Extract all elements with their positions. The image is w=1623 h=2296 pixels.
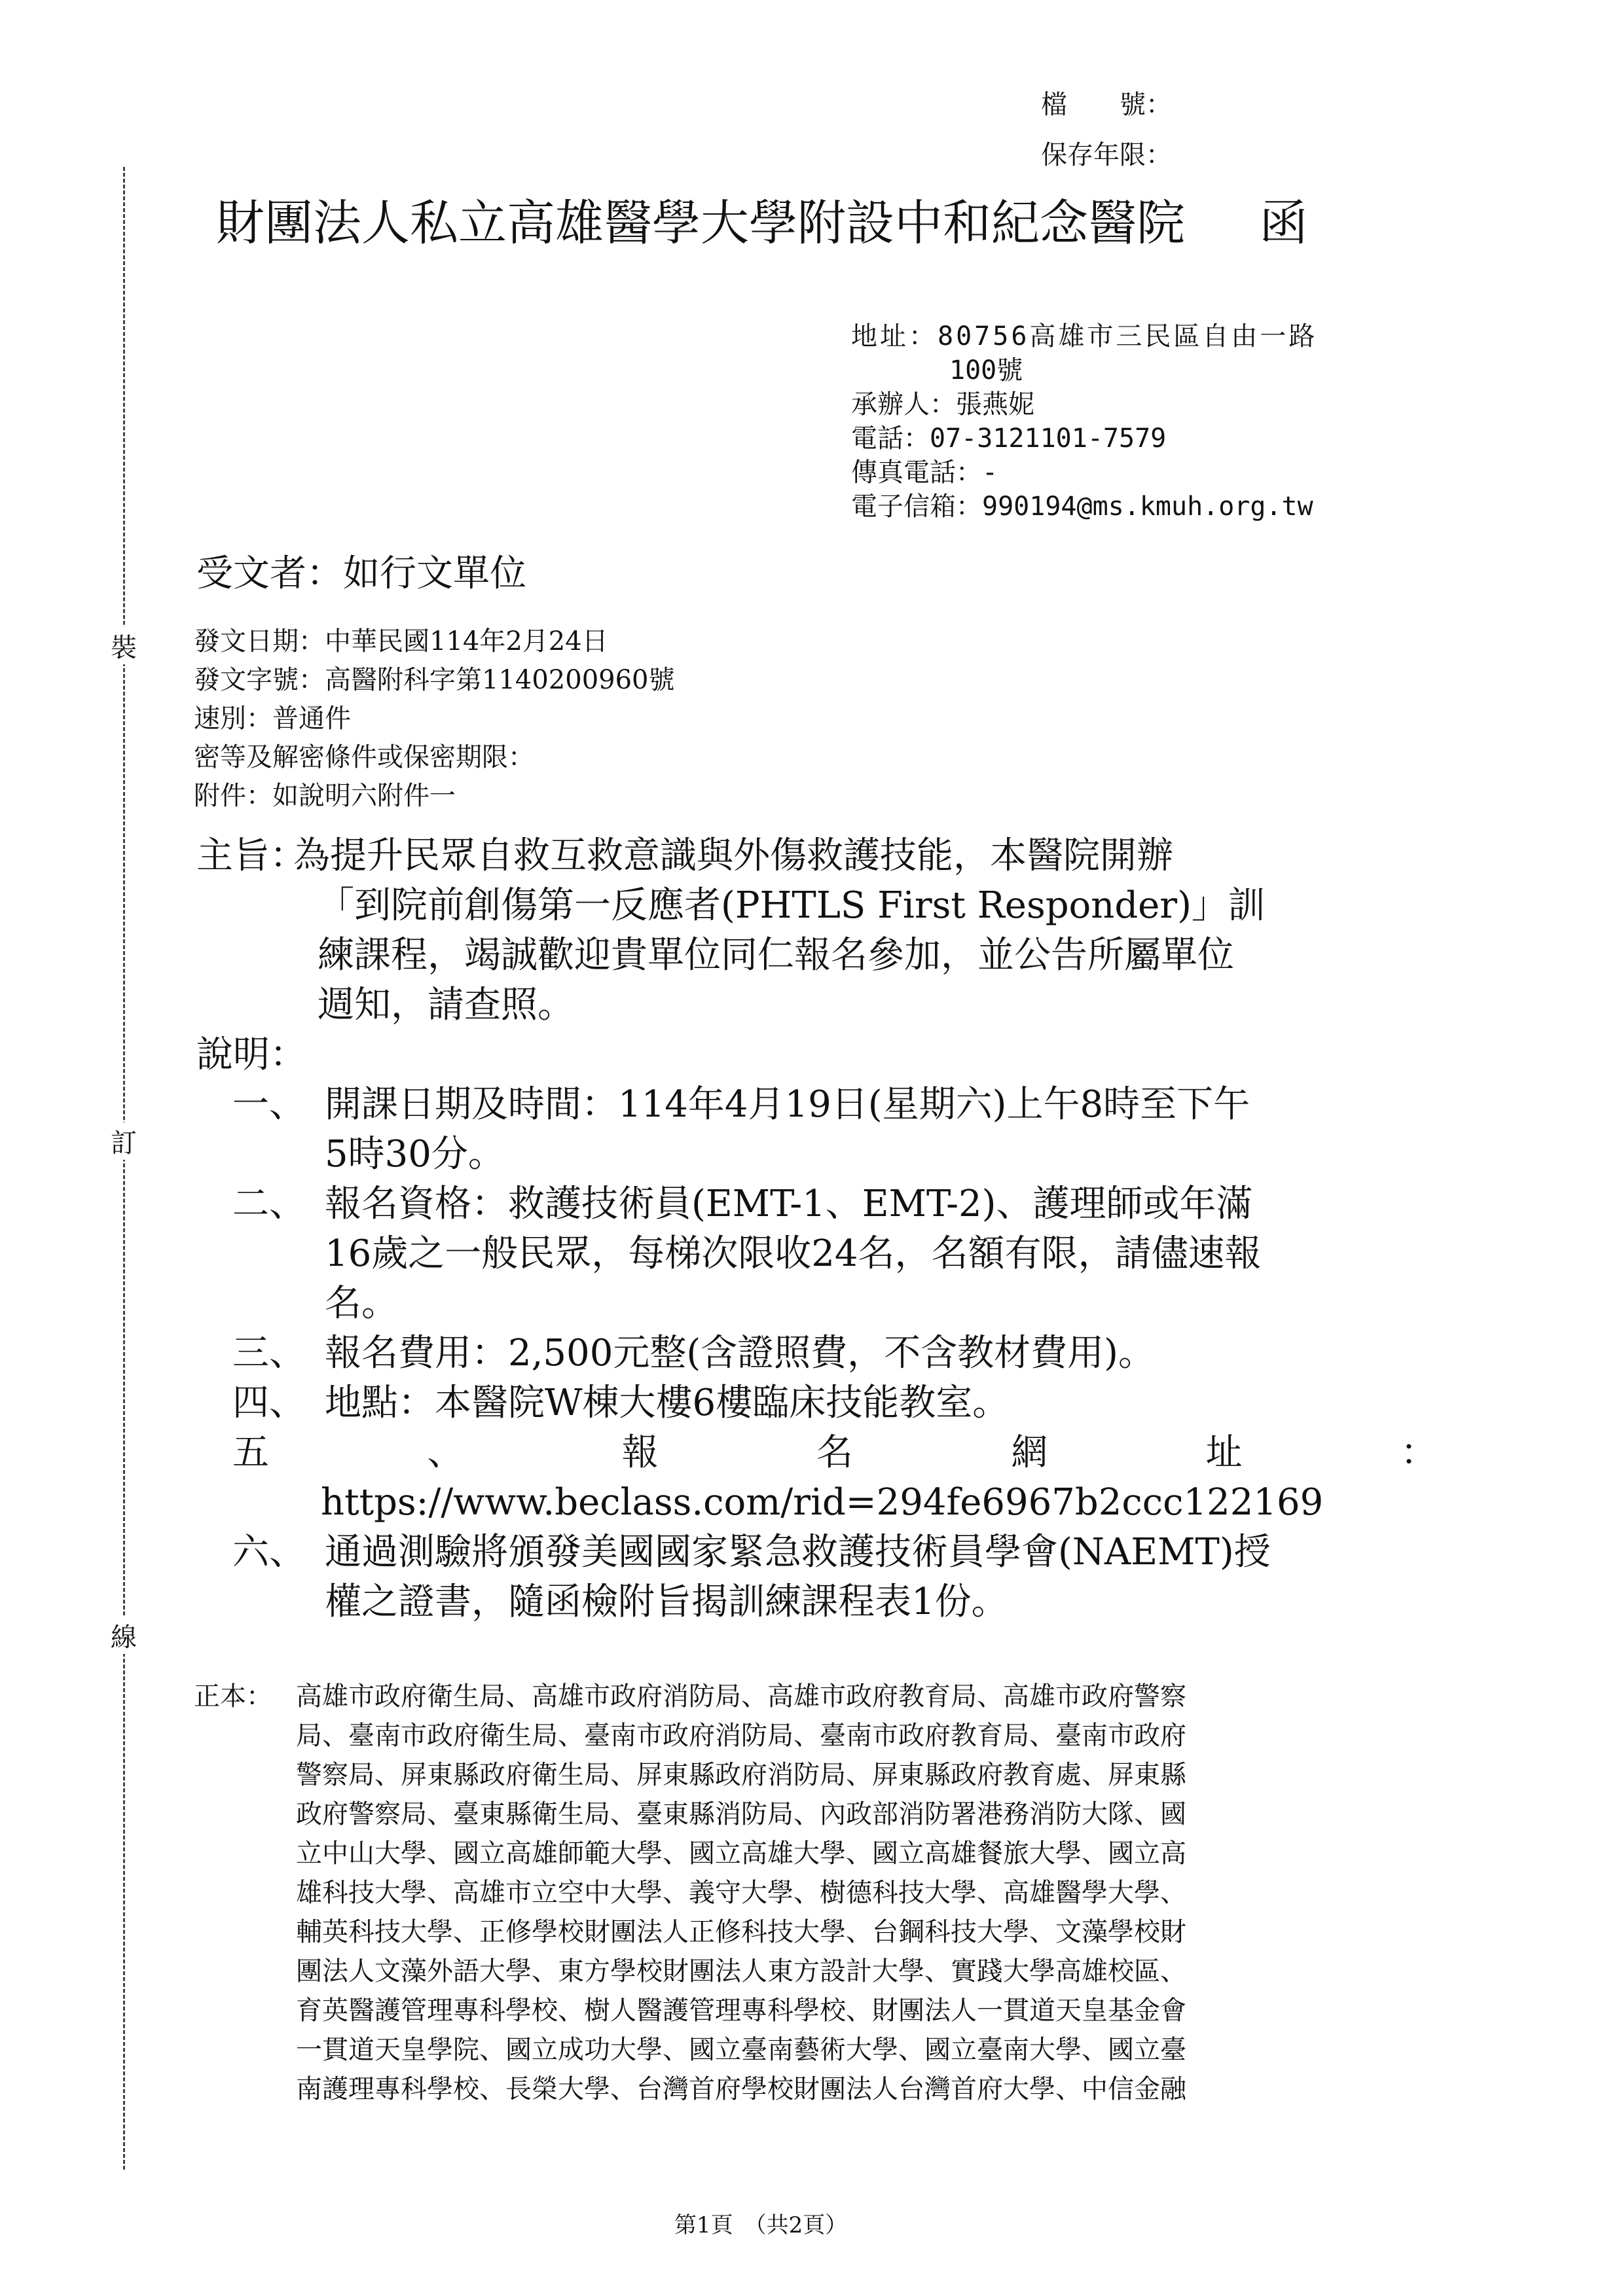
item-2-line-3: 名。	[325, 1282, 398, 1325]
item-3-line-1: 報名費用：2,500元整(含證照費，不含教材費用)。	[325, 1332, 1156, 1374]
cc-line-6: 雄科技大學、高雄市立空中大學、義守大學、樹德科技大學、高雄醫學大學、	[296, 1878, 1186, 1908]
item-4-num: 四、	[232, 1382, 306, 1424]
cc-line-11: 南護理專科學校、長榮大學、台灣首府學校財團法人台灣首府大學、中信金融	[296, 2074, 1186, 2104]
attachment: 附件：如說明六附件一	[194, 781, 456, 811]
subject-line-4: 週知，請查照。	[318, 984, 574, 1026]
secrecy: 密等及解密條件或保密期限：	[194, 742, 534, 772]
cc-line-9: 育英醫護管理專科學校、樹人醫護管理專科學校、財團法人一貫道天皇基金會	[296, 1996, 1186, 2026]
subject-line-1: 為提升民眾自救互救意識與外傷救護技能，本醫院開辦	[293, 834, 1173, 877]
cc-line-7: 輔英科技大學、正修學校財團法人正修科技大學、台鋼科技大學、文藻學校財	[296, 1917, 1186, 1947]
recipient: 受文者：如行文單位	[196, 552, 526, 595]
item-5-char-2: 、	[427, 1431, 464, 1474]
binding-char-ding: 訂	[109, 1122, 139, 1160]
document-title	[216, 185, 1308, 254]
cc-line-5: 立中山大學、國立高雄師範大學、國立高雄大學、國立高雄餐旅大學、國立高	[296, 1839, 1186, 1869]
speed: 速別：普通件	[194, 704, 351, 734]
item-6-num: 六、	[232, 1531, 306, 1573]
cc-line-3: 警察局、屏東縣政府衛生局、屏東縣政府消防局、屏東縣政府教育處、屏東縣	[296, 1760, 1186, 1790]
subject-line-2: 「到院前創傷第一反應者(PHTLS First Responder)」訓	[318, 884, 1265, 927]
cc-line-8: 團法人文藻外語大學、東方學校財團法人東方設計大學、實踐大學高雄校區、	[296, 1956, 1186, 1986]
subject-line-3: 練課程，竭誠歡迎貴單位同仁報名參加，並公告所屬單位	[318, 934, 1234, 977]
issue-date: 發文日期：中華民國114年2月24日	[194, 626, 608, 656]
item-2-line-2: 16歲之一般民眾，每梯次限收24名，名額有限，請儘速報	[325, 1232, 1262, 1275]
item-5-heading	[232, 1428, 1437, 1478]
page-footer: 第1頁 （共2頁）	[674, 2212, 848, 2238]
item-5-char-5: 網	[1011, 1431, 1048, 1474]
title-doc-type: 函	[1259, 195, 1308, 251]
item-6-line-1: 通過測驗將頒發美國國家緊急救護技術員學會(NAEMT)授	[325, 1531, 1271, 1573]
item-6-line-2: 權之證書，隨函檢附旨揭訓練課程表1份。	[325, 1581, 1008, 1623]
binding-char-xian: 線	[109, 1617, 139, 1654]
title-org: 財團法人私立高雄醫學大學附設中和紀念醫院	[216, 195, 1185, 251]
binding-line	[123, 167, 125, 2170]
item-5-char-6: 址	[1205, 1431, 1243, 1474]
item-1-line-2: 5時30分。	[325, 1133, 505, 1175]
item-5-char-4: 名	[816, 1431, 853, 1474]
cc-label: 正本：	[194, 1681, 272, 1712]
item-5-url[interactable]: https://www.beclass.com/rid=294fe6967b2ccc122169	[321, 1481, 1324, 1524]
cc-line-10: 一貫道天皇學院、國立成功大學、國立臺南藝術大學、國立臺南大學、國立臺	[296, 2035, 1186, 2065]
contact-handler: 承辦人：張燕妮	[851, 389, 1034, 420]
item-2-num: 二、	[232, 1183, 306, 1225]
contact-address-cont: 100號	[949, 355, 1023, 386]
item-5-char-7: ：	[1400, 1431, 1437, 1474]
file-number-label: 檔 號：	[1041, 90, 1172, 120]
item-1-num: 一、	[232, 1083, 306, 1126]
subject-label: 主旨：	[196, 834, 306, 877]
item-3-num: 三、	[232, 1332, 306, 1374]
item-5-char-3: 報	[621, 1431, 659, 1474]
contact-fax: 傳真電話：-	[851, 457, 998, 488]
issue-number: 發文字號：高醫附科字第1140200960號	[194, 665, 675, 695]
item-2-line-1: 報名資格：救護技術員(EMT-1、EMT-2)、護理師或年滿	[325, 1183, 1253, 1225]
retention-label: 保存年限：	[1041, 140, 1172, 170]
contact-email: 電子信箱：990194@ms.kmuh.org.tw	[851, 492, 1313, 522]
contact-address: 地址：80756高雄市三民區自由一路	[851, 321, 1318, 351]
item-4-line-1: 地點：本醫院W棟大樓6樓臨床技能教室。	[325, 1382, 1010, 1424]
item-1-line-1: 開課日期及時間：114年4月19日(星期六)上午8時至下午	[325, 1083, 1250, 1126]
contact-block	[851, 319, 1317, 524]
cc-line-1: 高雄市政府衛生局、高雄市政府消防局、高雄市政府教育局、高雄市政府警察	[296, 1681, 1186, 1712]
item-5-char-1: 五	[232, 1431, 269, 1474]
cc-line-2: 局、臺南市政府衛生局、臺南市政府消防局、臺南市政府教育局、臺南市政府	[296, 1721, 1186, 1751]
explanation-label: 說明：	[196, 1033, 306, 1076]
cc-line-4: 政府警察局、臺東縣衛生局、臺東縣消防局、內政部消防署港務消防大隊、國	[296, 1799, 1186, 1829]
binding-char-zhuang: 裝	[109, 627, 139, 664]
contact-phone: 電話：07-3121101-7579	[851, 423, 1167, 454]
